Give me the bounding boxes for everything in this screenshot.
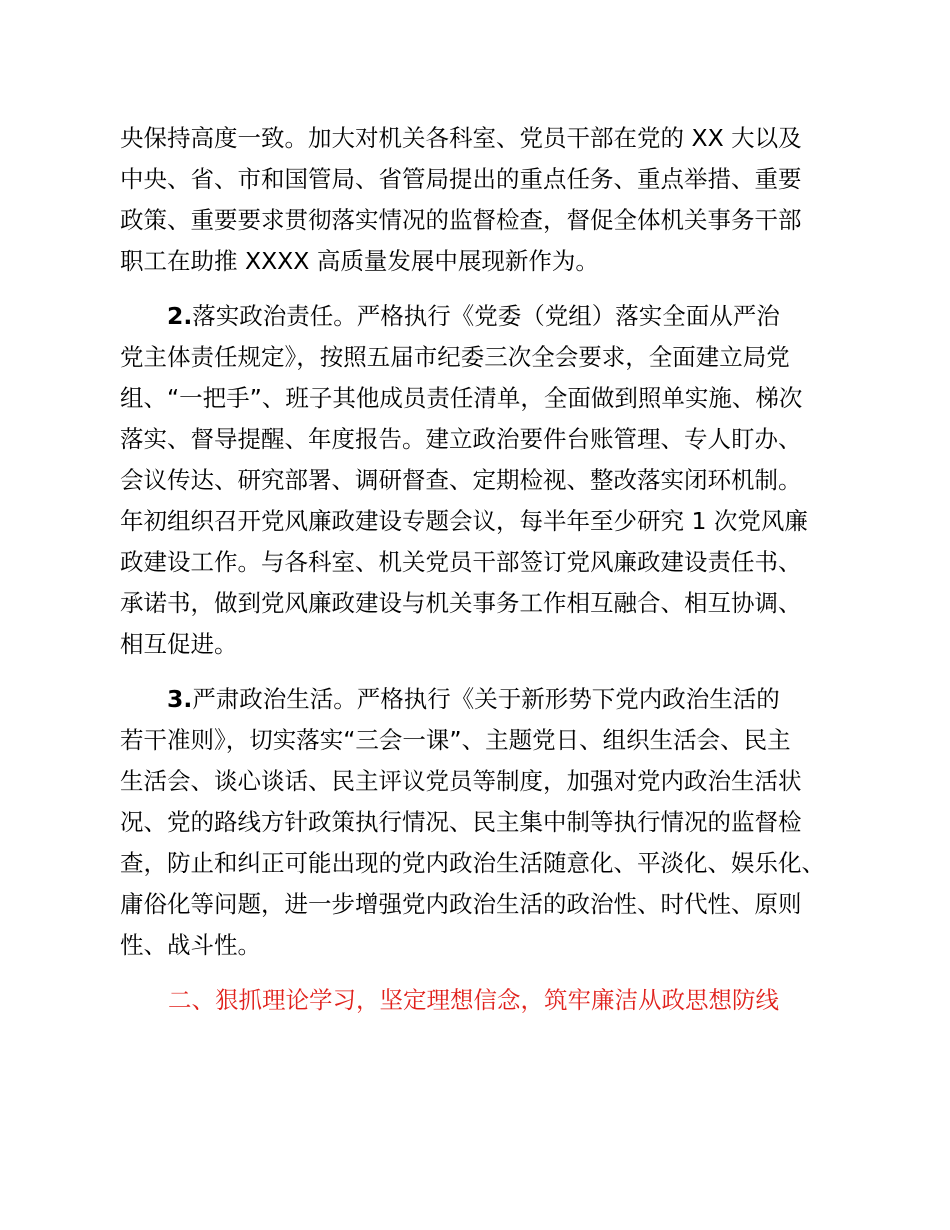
item-lead-text: 落实政治责任。严格执行《党委（党组）落实全面从严治 (192, 302, 780, 330)
item-number: 3. (167, 685, 193, 713)
text-line: 相互促进。 (120, 630, 238, 658)
text-line: 庸俗化等问题，进一步增强党内政治生活的政治性、时代性、原则 (120, 890, 802, 918)
text-line: 承诺书，做到党风廉政建设与机关事务工作相互融合、相互协调、 (120, 589, 802, 617)
text-line: 党主体责任规定》，按照五届市纪委三次全会要求，全面建立局党 (120, 343, 790, 371)
text-line: 性、战斗性。 (120, 931, 261, 959)
text-line: 政建设工作。与各科室、机关党员干部签订党风廉政建设责任书、 (120, 548, 802, 576)
paragraph-political-life (120, 679, 840, 966)
document-page (120, 118, 840, 1021)
text-line: 年初组织召开党风廉政建设专题会议，每半年至少研究 1 次党风廉 (120, 507, 808, 535)
text-line: 会议传达、研究部署、调研督查、定期检视、整改落实闭环机制。 (120, 466, 802, 494)
paragraph-political-responsibility (120, 296, 840, 665)
text-line: 政策、重要要求贯彻落实情况的监督检查，督促全体机关事务干部 (120, 206, 802, 234)
text-line: 职工在助推 XXXX 高质量发展中展现新作为。 (120, 247, 599, 275)
text-line: 若干准则》，切实落实“三会一课”、主题党日、组织生活会、民主 (120, 726, 791, 754)
item-number: 2. (167, 302, 193, 330)
text-line (120, 679, 840, 720)
text-line: 组、“一把手”、班子其他成员责任清单，全面做到照单实施、梯次 (120, 384, 803, 412)
text-line: 央保持高度一致。加大对机关各科室、党员干部在党的 XX 大以及 (120, 124, 802, 152)
item-lead-text: 严肃政治生活。严格执行《关于新形势下党内政治生活的 (192, 685, 780, 713)
text-line: 查，防止和纠正可能出现的党内政治生活随意化、平淡化、娱乐化、 (120, 849, 825, 877)
paragraph-continuation (120, 118, 840, 282)
text-line: 中央、省、市和国管局、省管局提出的重点任务、重点举措、重要 (120, 165, 802, 193)
text-line (120, 296, 840, 337)
text-line: 落实、督导提醒、年度报告。建立政治要件台账管理、专人盯办、 (120, 425, 802, 453)
text-line: 况、党的路线方针政策执行情况、民主集中制等执行情况的监督检 (120, 808, 802, 836)
section-heading: 二、狠抓理论学习，坚定理想信念，筑牢廉洁从政思想防线 (168, 986, 779, 1014)
text-line: 生活会、谈心谈话、民主评议党员等制度，加强对党内政治生活状 (120, 767, 802, 795)
